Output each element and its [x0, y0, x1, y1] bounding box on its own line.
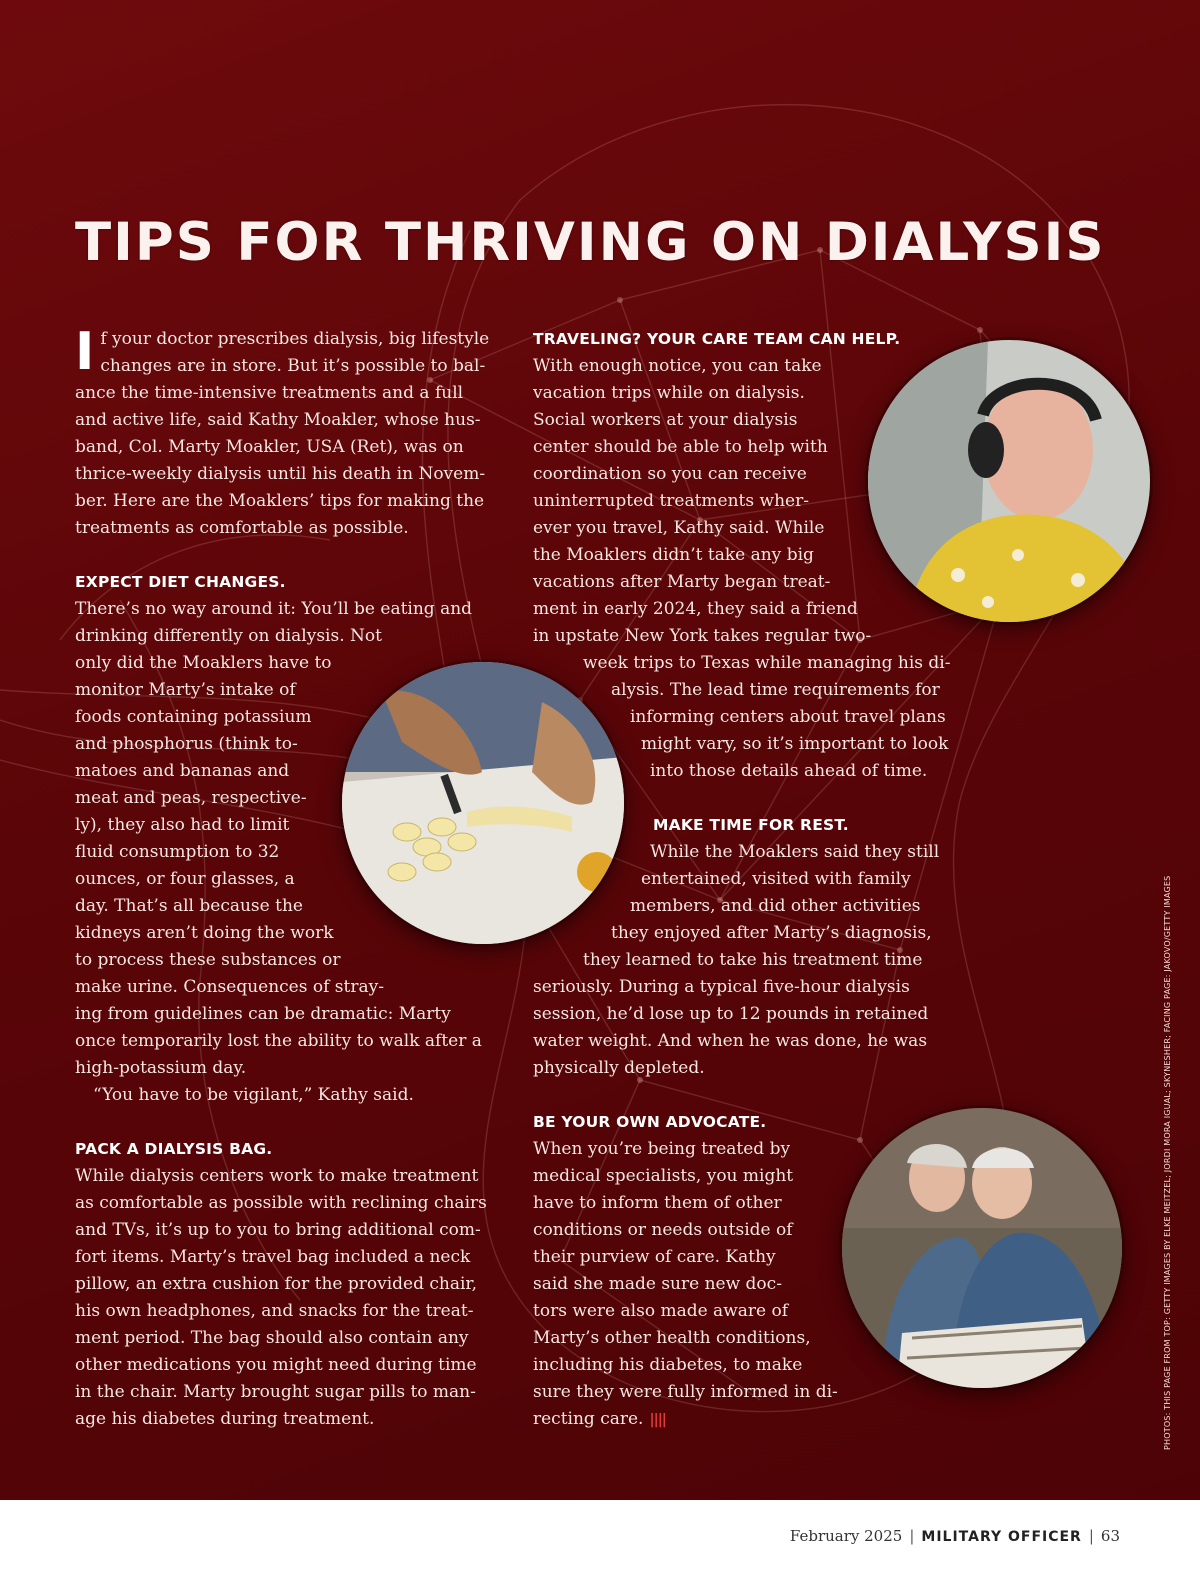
- section-heading-diet: EXPECT DIET CHANGES.: [75, 573, 286, 591]
- body-line: foods containing potassium: [75, 707, 312, 727]
- body-line: in the chair. Marty brought sugar pills to man-: [75, 1382, 476, 1402]
- body-line: and phosphorus (think to-: [75, 734, 298, 754]
- intro-line: thrice-weekly dialysis until his death in Novem-: [75, 464, 486, 484]
- body-line: said she made sure new doc-: [533, 1274, 782, 1294]
- body-line: to process these substances or: [75, 950, 341, 970]
- body-line: kidneys aren’t doing the work: [75, 923, 334, 943]
- body-line: When you’re being treated by: [533, 1139, 791, 1159]
- body-line: their purview of care. Kathy: [533, 1247, 776, 1267]
- body-line: water weight. And when he was done, he was: [533, 1031, 928, 1051]
- body-line: ever you travel, Kathy said. While: [533, 518, 825, 538]
- intro-line: changes are in store. But it’s possible to bal-: [100, 356, 486, 376]
- body-line: his own headphones, and snacks for the treat-: [75, 1301, 474, 1321]
- body-line: While dialysis centers work to make treatment: [75, 1166, 479, 1186]
- body-line: matoes and bananas and: [75, 761, 290, 781]
- body-line: drinking differently on dialysis. Not: [75, 626, 382, 646]
- body-line: day. That’s all because the: [75, 896, 303, 916]
- intro-line: ance the time-intensive treatments and a full: [75, 383, 464, 403]
- body-line: physically depleted.: [533, 1058, 705, 1078]
- body-line: members, and did other activities: [630, 896, 921, 916]
- intro-line: ber. Here are the Moaklers’ tips for making the: [75, 491, 485, 511]
- section-heading-rest: MAKE TIME FOR REST.: [653, 816, 849, 834]
- body-line: With enough notice, you can take: [533, 356, 822, 376]
- body-line: entertained, visited with family: [641, 869, 911, 889]
- body-line: might vary, so it’s important to look: [641, 734, 949, 754]
- body-line: vacations after Marty began treat-: [533, 572, 831, 592]
- body-line: coordination so you can receive: [533, 464, 807, 484]
- body-line: seriously. During a typical five-hour dialysis: [533, 977, 910, 997]
- body-line: ment period. The bag should also contain any: [75, 1328, 469, 1348]
- body-line: sure they were fully informed in di-: [533, 1382, 838, 1402]
- photo-slicing-banana: [342, 662, 624, 944]
- body-line: session, he’d lose up to 12 pounds in retained: [533, 1004, 929, 1024]
- body-line: ment in early 2024, they said a friend: [533, 599, 858, 619]
- body-line: have to inform them of other: [533, 1193, 782, 1213]
- body-line: once temporarily lost the ability to walk after a: [75, 1031, 482, 1051]
- footer-divider: |: [1088, 1527, 1094, 1545]
- body-line: recting care.: [533, 1409, 644, 1429]
- magazine-name: MILITARY OFFICER: [921, 1529, 1082, 1545]
- issue-date: February 2025: [789, 1527, 903, 1545]
- body-line: they learned to take his treatment time: [583, 950, 923, 970]
- body-line: the Moaklers didn’t take any big: [533, 545, 814, 565]
- body-line: fort items. Marty’s travel bag included a neck: [75, 1247, 471, 1267]
- page-number: 63: [1100, 1527, 1120, 1545]
- body-line: pillow, an extra cushion for the provided chair,: [75, 1274, 478, 1294]
- body-line: in upstate New York takes regular two-: [533, 626, 872, 646]
- intro-line: f your doctor prescribes dialysis, big lifestyle: [100, 329, 490, 349]
- body-line: fluid consumption to 32: [75, 842, 280, 862]
- body-line: other medications you might need during time: [75, 1355, 477, 1375]
- body-line: they enjoyed after Marty’s diagnosis,: [611, 923, 932, 943]
- body-line: Marty’s other health conditions,: [533, 1328, 811, 1348]
- body-line: vacation trips while on dialysis.: [533, 383, 805, 403]
- body-line: into those details ahead of time.: [650, 761, 928, 781]
- intro-paragraph: [75, 322, 515, 542]
- photo-credit: PHOTOS: THIS PAGE FROM TOP: GETTY IMAGES BY ELKE MEITZEL; JORDI MORA IGUAL; SKYNESHER; FACING PAGE: JAKOVO/GETTY IMAGES: [1163, 875, 1172, 1450]
- photo-couple-on-sofa: [842, 1108, 1122, 1388]
- body-line: center should be able to help with: [533, 437, 828, 457]
- body-line: alysis. The lead time requirements for: [611, 680, 940, 700]
- body-line: age his diabetes during treatment.: [75, 1409, 375, 1429]
- body-line: and TVs, it’s up to you to bring additional com-: [75, 1220, 481, 1240]
- intro-line: and active life, said Kathy Moakler, whose hus-: [75, 410, 481, 430]
- body-line: ing from guidelines can be dramatic: Marty: [75, 1004, 451, 1024]
- article-title: TIPS FOR THRIVING ON DIALYSIS: [75, 212, 1106, 273]
- body-line: While the Moaklers said they still: [650, 842, 940, 862]
- section-heading-bag: PACK A DIALYSIS BAG.: [75, 1140, 273, 1158]
- footer-divider: |: [909, 1527, 915, 1545]
- body-line: monitor Marty’s intake of: [75, 680, 296, 700]
- body-line: high-potassium day.: [75, 1058, 247, 1078]
- body-line: ly), they also had to limit: [75, 815, 290, 835]
- body-line: uninterrupted treatments wher-: [533, 491, 809, 511]
- kathy-quote: “You have to be vigilant,” Kathy said.: [93, 1085, 414, 1105]
- section-heading-advocate: BE YOUR OWN ADVOCATE.: [533, 1113, 767, 1131]
- body-line: medical specialists, you might: [533, 1166, 794, 1186]
- body-line: meat and peas, respective-: [75, 788, 307, 808]
- intro-line: treatments as comfortable as possible.: [75, 518, 409, 538]
- body-line: make urine. Consequences of stray-: [75, 977, 384, 997]
- body-line: including his diabetes, to make: [533, 1355, 803, 1375]
- body-line: tors were also made aware of: [533, 1301, 788, 1321]
- page-footer: [790, 1527, 1120, 1545]
- body-line: week trips to Texas while managing his di-: [583, 653, 951, 673]
- body-line: only did the Moaklers have to: [75, 653, 332, 673]
- section-heading-travel: TRAVELING? YOUR CARE TEAM CAN HELP.: [533, 330, 901, 348]
- body-line: ounces, or four glasses, a: [75, 869, 295, 889]
- body-line: There’s no way around it: You’ll be eating and: [75, 599, 473, 619]
- end-mark-icon: ||||: [649, 1412, 666, 1428]
- intro-line: band, Col. Marty Moakler, USA (Ret), was on: [75, 437, 464, 457]
- photo-man-with-headphones: [868, 340, 1150, 622]
- body-line: as comfortable as possible with reclining chairs: [75, 1193, 487, 1213]
- body-line: Social workers at your dialysis: [533, 410, 798, 430]
- drop-cap: I: [75, 322, 95, 382]
- section-body-bag: [75, 1163, 515, 1433]
- body-line: conditions or needs outside of: [533, 1220, 793, 1240]
- body-line: informing centers about travel plans: [630, 707, 946, 727]
